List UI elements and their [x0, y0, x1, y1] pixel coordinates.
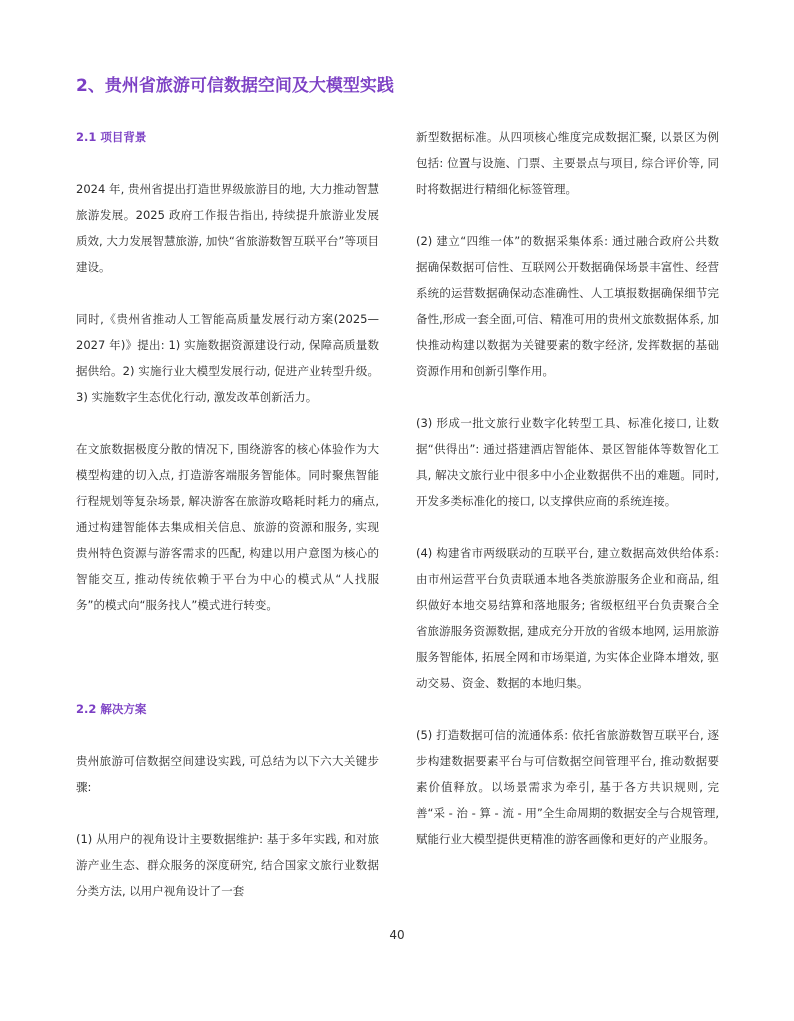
page-number: 40: [389, 928, 405, 942]
paragraph: (1) 从用户的视角设计主要数据维护: 基于多年实践, 和对旅游产业生态、群众服务的深度研究, 结合国家文旅行业数据分类方法, 以用户视角设计了一套: [76, 832, 379, 898]
paragraph: 2024 年, 贵州省提出打造世界级旅游目的地, 大力推动智慧旅游发展。2025 政府工作报告指出, 持续提升旅游业发展质效, 大力发展智慧旅游, 加快“省旅游数智互联平台”等项目建设。: [76, 182, 379, 274]
paragraph: (5) 打造数据可信的流通体系: 依托省旅游数智互联平台, 逐步构建数据要素平台与可信数据空间管理平台, 推动数据要素价值释放。以场景需求为牵引, 基于各方共识规则, 完善“采 - 治 - 算 - 流 - 用”全生命周期的数据安全与合规管理, 赋能行业大模型提供更精准的游客画像和更好的产业服务。: [416, 728, 719, 846]
paragraph: 在文旅数据极度分散的情况下, 围绕游客的核心体验作为大模型构建的切入点, 打造游客端服务智能体。同时聚焦智能行程规划等复杂场景, 解决游客在旅游攻略耗时耗力的痛点, 通过构建智能体去集成相关信息、旅游的资源和服务, 实现贵州特色资源与游客需求的匹配, 构建以用户意图为核心的智能交互, 推动传统依赖于平台为中心的模式从“人找服务”的模式向“服务找人”模式进行转变。: [76, 442, 379, 612]
paragraph: (3) 形成一批文旅行业数字化转型工具、标准化接口, 让数据“供得出”: 通过搭建酒店智能体、景区智能体等数智化工具, 解决文旅行业中很多中小企业数据供不出的难题。同时, 开发多类标准化的接口, 以支撑供应商的系统连接。: [416, 416, 719, 508]
right-column: [416, 124, 719, 852]
section-title: 2、贵州省旅游可信数据空间及大模型实践: [76, 76, 394, 96]
paragraph: 新型数据标准。从四项核心维度完成数据汇聚, 以景区为例包括: 位置与设施、门票、主要景点与项目, 综合评价等, 同时将数据进行精细化标签管理。: [416, 130, 719, 196]
paragraph: (2) 建立“四维一体”的数据采集体系: 通过融合政府公共数据确保数据可信性、互联网公开数据确保场景丰富性、经营系统的运营数据确保动态准确性、人工填报数据确保细节完备性,形成一套全面,可信、精准可用的贵州文旅数据体系, 加快推动构建以数据为关键要素的数字经济, 发挥数据的基础资源作用和创新引擎作用。: [416, 234, 719, 378]
paragraph: 贵州旅游可信数据空间建设实践, 可总结为以下六大关键步骤:: [76, 754, 379, 794]
subheading-project-background: 2.1 项目背景: [76, 130, 147, 144]
paragraph: 同时,《贵州省推动人工智能高质量发展行动方案(2025—2027 年)》提出: 1) 实施数据资源建设行动, 保障高质量数据供给。2) 实施行业大模型发展行动, 促进产业转型升级。3) 实施数字生态优化行动, 激发改革创新活力。: [76, 312, 379, 404]
subheading-solution: 2.2 解决方案: [76, 702, 147, 716]
paragraph: (4) 构建省市两级联动的互联平台, 建立数据高效供给体系: 由市州运营平台负责联通本地各类旅游服务企业和商品, 组织做好本地交易结算和落地服务; 省级枢纽平台负责聚合全省旅游服务资源数据, 建成充分开放的省级本地网, 运用旅游服务智能体, 拓展全网和市场渠道, 为实体企业降本增效, 驱动交易、资金、数据的本地归集。: [416, 546, 719, 690]
left-column: [76, 124, 379, 904]
